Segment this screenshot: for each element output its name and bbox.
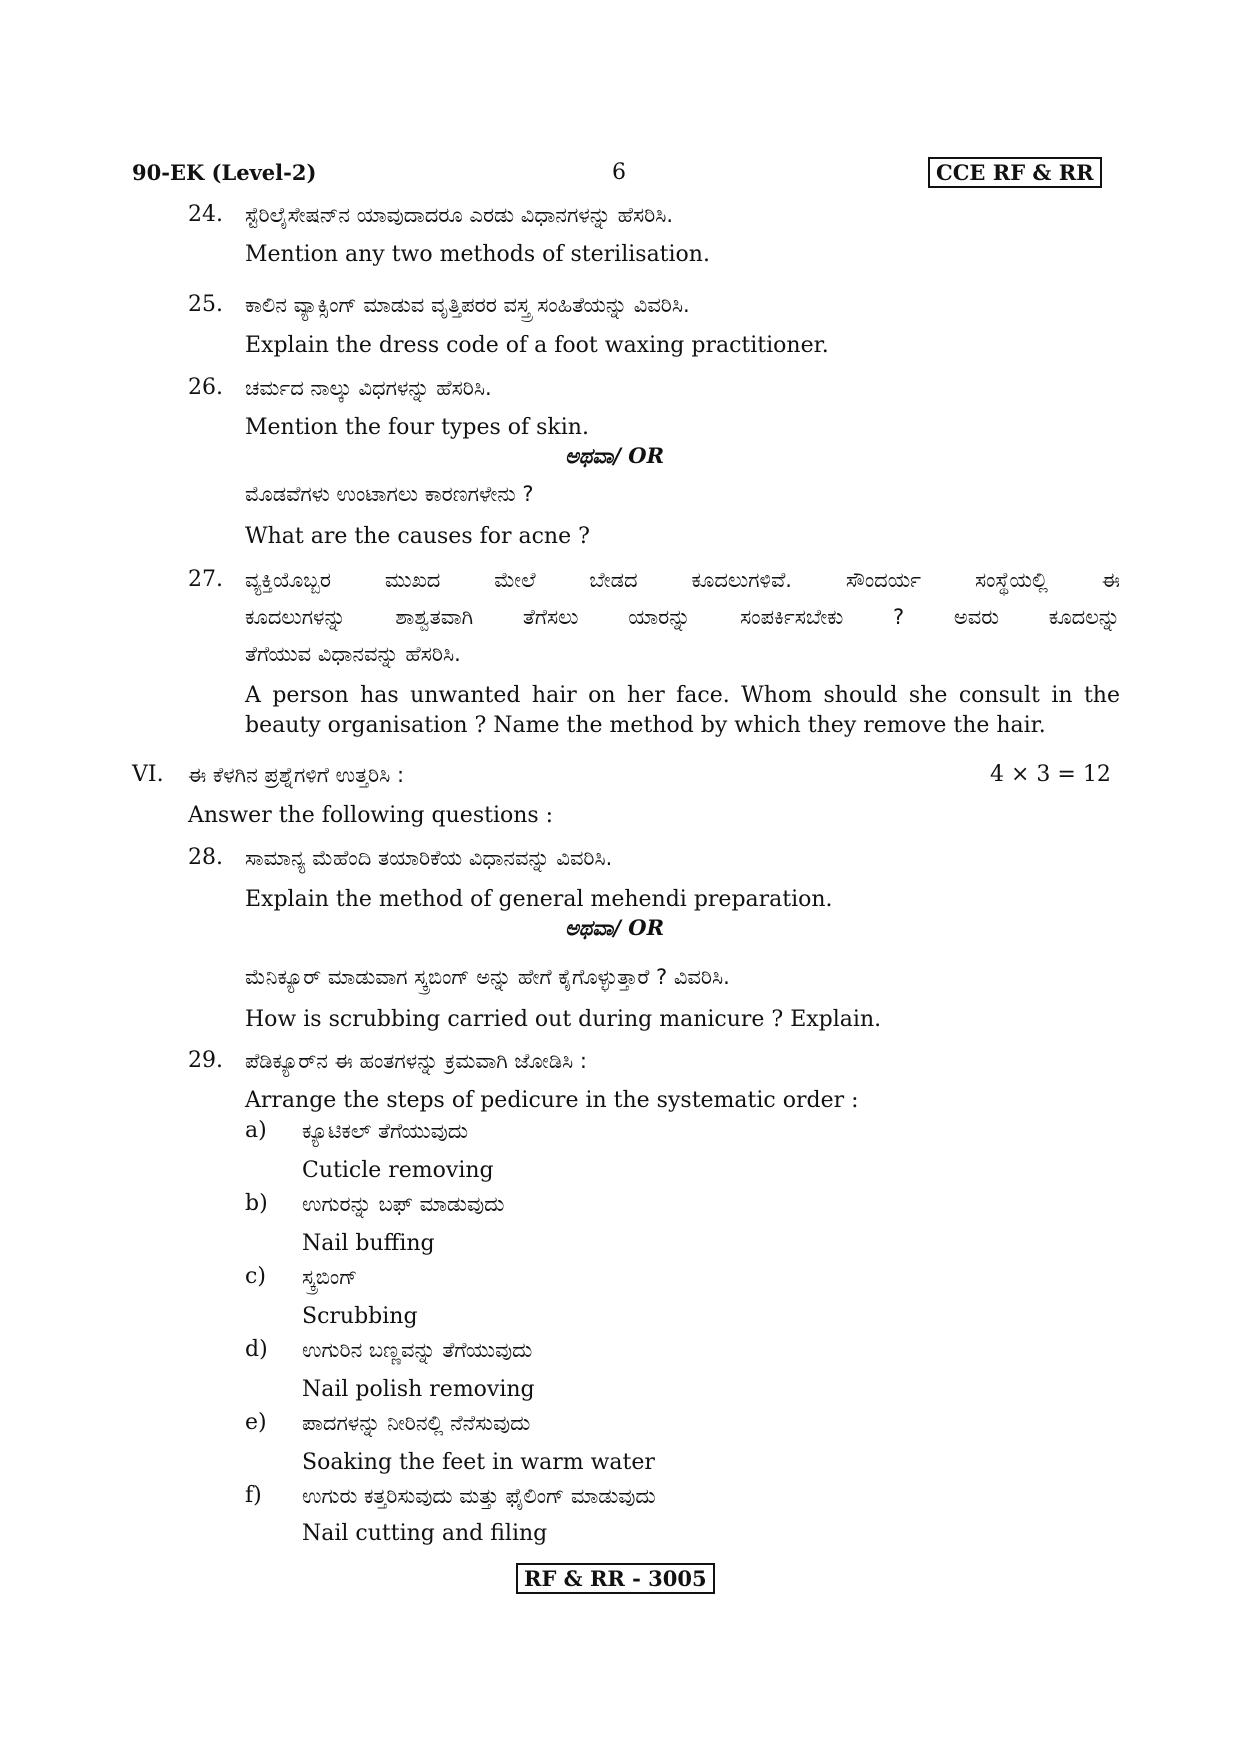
question-number: 24. <box>188 202 223 227</box>
series-badge: CCE RF & RR <box>928 157 1102 188</box>
question-text-english: Mention the four types of skin. <box>245 415 589 440</box>
question-text-kannada: ಪೆಡಿಕ್ಯೂರ್‌ನ ಈ ಹಂತಗಳನ್ನು ಕ್ರಮವಾಗಿ ಜೋಡಿಸಿ : <box>245 1049 587 1073</box>
question-text-english: Arrange the steps of pedicure in the systematic order : <box>245 1088 859 1113</box>
question-text-kannada: ತೆಗೆಯುವ ವಿಧಾನವನ್ನು ಹೆಸರಿಸಿ. <box>245 642 461 666</box>
question-text-english: How is scrubbing carried out during manicure ? Explain. <box>245 1007 882 1032</box>
option-label: c) <box>245 1264 266 1289</box>
option-text-kannada: ಉಗುರು ಕತ್ತರಿಸುವುದು ಮತ್ತು ಫೈಲಿಂಗ್ ಮಾಡುವುದು <box>302 1484 656 1508</box>
option-label: d) <box>245 1337 268 1362</box>
question-text-kannada: ಕೂದಲುಗಳನ್ನು ಶಾಶ್ವತವಾಗಿ ತೆಗೆಸಲು ಯಾರನ್ನು ಸಂಪರ್ಕಿಸಬೇಕು ? ಅವರು ಕೂದಲನ್ನು <box>245 605 1120 629</box>
question-text-kannada: ಚರ್ಮದ ನಾಲ್ಕು ವಿಧಗಳನ್ನು ಹೆಸರಿಸಿ. <box>245 376 492 400</box>
option-text-english: Nail polish removing <box>302 1377 535 1402</box>
paper-code: 90-EK (Level-2) <box>132 160 317 185</box>
or-separator: ಅಥವಾ/ OR <box>565 915 665 940</box>
option-text-kannada: ಉಗುರಿನ ಬಣ್ಣವನ್ನು ತೆಗೆಯುವುದು <box>302 1338 533 1362</box>
question-text-kannada: ಸ್ಟೆರಿಲೈಸೇಷನ್‌ನ ಯಾವುದಾದರೂ ಎರಡು ವಿಧಾನಗಳನ್ನು ಹೆಸರಿಸಿ. <box>245 203 674 227</box>
question-number: 29. <box>188 1048 223 1073</box>
section-marks: 4 × 3 = 12 <box>990 762 1111 787</box>
question-text-english: Mention any two methods of sterilisation. <box>245 242 710 267</box>
option-label: f) <box>245 1483 262 1508</box>
question-text-english: What are the causes for acne ? <box>245 524 590 549</box>
question-number: 25. <box>188 292 223 317</box>
footer-code: RF & RR - 3005 <box>516 1563 715 1594</box>
option-text-english: Nail buffing <box>302 1231 435 1256</box>
option-label: a) <box>245 1118 267 1143</box>
section-number: VI. <box>132 762 164 787</box>
option-text-english: Cuticle removing <box>302 1158 494 1183</box>
question-text-kannada: ಮೆನಿಕ್ಯೂರ್ ಮಾಡುವಾಗ ಸ್ಕ್ರಬಿಂಗ್ ಅನ್ನು ಹೇಗೆ ಕೈಗೊಳ್ಳುತ್ತಾರೆ ? ವಿವರಿಸಿ. <box>245 965 730 989</box>
page-number: 6 <box>612 160 626 185</box>
question-text-english: A person has unwanted hair on her face. Whom should she consult in the <box>245 683 1120 708</box>
question-text-english: beauty organisation ? Name the method by which they remove the hair. <box>245 713 1046 738</box>
option-label: e) <box>245 1410 267 1435</box>
option-text-english: Soaking the feet in warm water <box>302 1450 655 1475</box>
option-label: b) <box>245 1191 268 1216</box>
option-text-english: Nail cutting and filing <box>302 1521 548 1546</box>
option-text-kannada: ಕ್ಯೂಟಿಕಲ್ ತೆಗೆಯುವುದು <box>302 1119 469 1143</box>
question-number: 28. <box>188 845 223 870</box>
question-text-english: Explain the method of general mehendi preparation. <box>245 887 833 912</box>
question-text-kannada: ವ್ಯಕ್ತಿಯೊಬ್ಬರ ಮುಖದ ಮೇಲೆ ಬೇಡದ ಕೂದಲುಗಳಿವೆ. ಸೌಂದರ್ಯ ಸಂಸ್ಥೆಯಲ್ಲಿ ಈ <box>245 568 1120 592</box>
question-text-kannada: ಮೊಡವೆಗಳು ಉಂಟಾಗಲು ಕಾರಣಗಳೇನು ? <box>245 482 534 506</box>
option-text-english: Scrubbing <box>302 1304 418 1329</box>
question-text-english: Explain the dress code of a foot waxing practitioner. <box>245 333 829 358</box>
option-text-kannada: ಸ್ಕ್ರಬಿಂಗ್ <box>302 1265 358 1289</box>
section-instruction-english: Answer the following questions : <box>188 803 554 828</box>
section-instruction-kannada: ಈ ಕೆಳಗಿನ ಪ್ರಶ್ನೆಗಳಿಗೆ ಉತ್ತರಿಸಿ : <box>188 763 405 787</box>
question-text-kannada: ಸಾಮಾನ್ಯ ಮೆಹೆಂದಿ ತಯಾರಿಕೆಯ ವಿಧಾನವನ್ನು ವಿವರಿಸಿ. <box>245 846 613 870</box>
option-text-kannada: ಪಾದಗಳನ್ನು ನೀರಿನಲ್ಲಿ ನೆನೆಸುವುದು <box>302 1411 531 1435</box>
question-text-kannada: ಕಾಲಿನ ವ್ಯಾಕ್ಸಿಂಗ್ ಮಾಡುವ ವೃತ್ತಿಪರರ ವಸ್ತ್ರ ಸಂಹಿತೆಯನ್ನು ವಿವರಿಸಿ. <box>245 293 690 317</box>
question-number: 27. <box>188 567 223 592</box>
or-separator: ಅಥವಾ/ OR <box>565 443 665 468</box>
question-number: 26. <box>188 375 223 400</box>
option-text-kannada: ಉಗುರನ್ನು ಬಫ್ ಮಾಡುವುದು <box>302 1192 505 1216</box>
